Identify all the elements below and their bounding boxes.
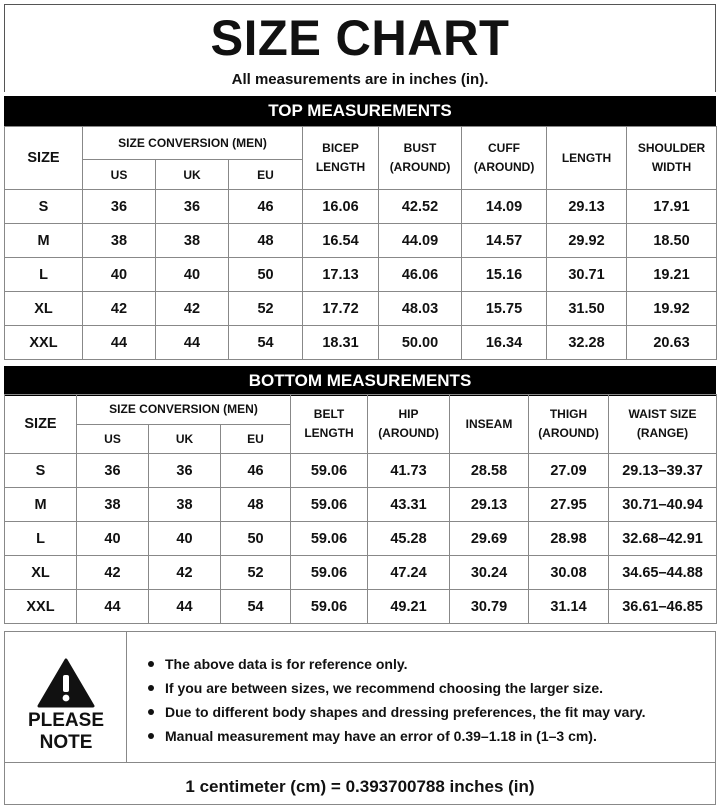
table-cell: 17.13: [303, 258, 379, 292]
table-cell: 54: [221, 590, 291, 624]
table-cell: 52: [229, 292, 303, 326]
bust-header: BUST (AROUND): [379, 127, 462, 190]
table-cell: 59.06: [291, 454, 368, 488]
bottom-header: [5, 395, 717, 454]
table-cell: 17.72: [303, 292, 379, 326]
table-cell: 47.24: [368, 556, 450, 590]
please-note-box: [4, 631, 716, 763]
table-cell: 16.34: [462, 326, 547, 360]
us-header: US: [77, 425, 149, 454]
table-row: [5, 556, 717, 590]
table-cell: 38: [149, 488, 221, 522]
top-rows: [5, 190, 717, 360]
list-item: If you are between sizes, we recommend choosing the larger size.: [145, 676, 705, 700]
table-cell: 29.92: [547, 224, 627, 258]
table-cell: 59.06: [291, 522, 368, 556]
eu-header: EU: [229, 160, 303, 190]
size-cell: XL: [5, 292, 83, 326]
table-cell: 38: [77, 488, 149, 522]
table-cell: 48: [221, 488, 291, 522]
table-cell: 30.71–40.94: [609, 488, 717, 522]
table-cell: 38: [156, 224, 229, 258]
please-note-label: PLEASE NOTE: [27, 710, 105, 753]
table-cell: 32.68–42.91: [609, 522, 717, 556]
table-cell: 32.28: [547, 326, 627, 360]
table-cell: 52: [221, 556, 291, 590]
table-cell: 31.50: [547, 292, 627, 326]
table-cell: 28.98: [529, 522, 609, 556]
table-cell: 46.06: [379, 258, 462, 292]
size-cell: S: [5, 190, 83, 224]
table-cell: 30.24: [450, 556, 529, 590]
table-cell: 15.16: [462, 258, 547, 292]
table-cell: 27.09: [529, 454, 609, 488]
table-cell: 14.57: [462, 224, 547, 258]
table-cell: 16.54: [303, 224, 379, 258]
page-subtitle: All measurements are in inches (in).: [231, 71, 489, 88]
unit-conversion-footer: 1 centimeter (cm) = 0.393700788 inches (in): [4, 763, 716, 805]
table-cell: 19.21: [627, 258, 717, 292]
table-cell: 44: [149, 590, 221, 624]
waist-size-header: WAIST SIZE (RANGE): [609, 395, 717, 454]
table-cell: 36: [149, 454, 221, 488]
table-cell: 40: [156, 258, 229, 292]
inseam-header: INSEAM: [450, 395, 529, 454]
table-cell: 48.03: [379, 292, 462, 326]
table-cell: 40: [149, 522, 221, 556]
table-cell: 42: [83, 292, 156, 326]
size-conversion-header: SIZE CONVERSION (MEN): [83, 127, 303, 160]
belt-length-header: BELT LENGTH: [291, 395, 368, 454]
table-cell: 50: [221, 522, 291, 556]
table-cell: 44: [77, 590, 149, 624]
table-row: [5, 590, 717, 624]
list-item: Due to different body shapes and dressing preferences, the fit may vary.: [145, 700, 705, 724]
table-cell: 50: [229, 258, 303, 292]
table-cell: 59.06: [291, 556, 368, 590]
table-cell: 36: [77, 454, 149, 488]
table-cell: 54: [229, 326, 303, 360]
table-cell: 16.06: [303, 190, 379, 224]
list-item: Manual measurement may have an error of 0.39–1.18 in (1–3 cm).: [145, 724, 705, 748]
table-cell: 19.92: [627, 292, 717, 326]
bullet-icon: [148, 685, 154, 691]
please-note-label-panel: [5, 632, 127, 762]
size-cell: M: [5, 488, 77, 522]
list-item: The above data is for reference only.: [145, 652, 705, 676]
table-cell: 36: [83, 190, 156, 224]
bottom-measurements-table: [4, 394, 717, 624]
bottom-section-title: BOTTOM MEASUREMENTS: [4, 366, 716, 396]
table-cell: 59.06: [291, 488, 368, 522]
table-cell: 20.63: [627, 326, 717, 360]
length-header: LENGTH: [547, 127, 627, 190]
uk-header: UK: [156, 160, 229, 190]
table-cell: 31.14: [529, 590, 609, 624]
table-cell: 18.31: [303, 326, 379, 360]
table-cell: 46: [221, 454, 291, 488]
bottom-rows: [5, 454, 717, 624]
size-cell: L: [5, 522, 77, 556]
table-cell: 30.79: [450, 590, 529, 624]
table-cell: 18.50: [627, 224, 717, 258]
table-cell: 44: [83, 326, 156, 360]
table-cell: 42: [77, 556, 149, 590]
table-cell: 27.95: [529, 488, 609, 522]
table-cell: 42: [149, 556, 221, 590]
table-cell: 29.69: [450, 522, 529, 556]
size-cell: S: [5, 454, 77, 488]
table-row: [5, 224, 717, 258]
eu-header: EU: [221, 425, 291, 454]
table-row: [5, 488, 717, 522]
size-cell: M: [5, 224, 83, 258]
table-cell: 38: [83, 224, 156, 258]
top-header: [5, 127, 717, 190]
shoulder-width-header: SHOULDER WIDTH: [627, 127, 717, 190]
table-cell: 45.28: [368, 522, 450, 556]
table-cell: 41.73: [368, 454, 450, 488]
table-cell: 29.13: [547, 190, 627, 224]
table-cell: 30.08: [529, 556, 609, 590]
table-cell: 30.71: [547, 258, 627, 292]
us-header: US: [83, 160, 156, 190]
table-cell: 44: [156, 326, 229, 360]
top-measurements-table: [4, 126, 717, 360]
table-cell: 29.13: [450, 488, 529, 522]
bullet-icon: [148, 709, 154, 715]
table-cell: 40: [77, 522, 149, 556]
table-cell: 44.09: [379, 224, 462, 258]
size-cell: XXL: [5, 326, 83, 360]
cuff-header: CUFF (AROUND): [462, 127, 547, 190]
table-cell: 48: [229, 224, 303, 258]
header: [4, 4, 716, 92]
size-cell: L: [5, 258, 83, 292]
table-cell: 15.75: [462, 292, 547, 326]
table-cell: 50.00: [379, 326, 462, 360]
table-cell: 36.61–46.85: [609, 590, 717, 624]
warning-triangle-icon: [37, 658, 95, 708]
table-cell: 29.13–39.37: [609, 454, 717, 488]
hip-header: HIP (AROUND): [368, 395, 450, 454]
size-cell: XXL: [5, 590, 77, 624]
bullet-icon: [148, 661, 154, 667]
table-cell: 46: [229, 190, 303, 224]
table-cell: 40: [83, 258, 156, 292]
table-cell: 14.09: [462, 190, 547, 224]
table-row: [5, 190, 717, 224]
top-section-title: TOP MEASUREMENTS: [4, 96, 716, 126]
table-row: [5, 454, 717, 488]
table-cell: 42: [156, 292, 229, 326]
size-cell: XL: [5, 556, 77, 590]
table-row: [5, 326, 717, 360]
table-row: [5, 258, 717, 292]
uk-header: UK: [149, 425, 221, 454]
size-header: SIZE: [5, 127, 83, 190]
size-conversion-header: SIZE CONVERSION (MEN): [77, 395, 291, 425]
bicep-length-header: BICEP LENGTH: [303, 127, 379, 190]
table-cell: 49.21: [368, 590, 450, 624]
table-cell: 42.52: [379, 190, 462, 224]
table-row: [5, 292, 717, 326]
thigh-header: THIGH (AROUND): [529, 395, 609, 454]
notes-list: [145, 652, 705, 748]
table-cell: 34.65–44.88: [609, 556, 717, 590]
table-cell: 43.31: [368, 488, 450, 522]
size-header: SIZE: [5, 395, 77, 454]
table-cell: 17.91: [627, 190, 717, 224]
page-title: SIZE CHART: [210, 10, 510, 66]
table-cell: 28.58: [450, 454, 529, 488]
table-cell: 59.06: [291, 590, 368, 624]
bullet-icon: [148, 733, 154, 739]
table-row: [5, 522, 717, 556]
table-cell: 36: [156, 190, 229, 224]
